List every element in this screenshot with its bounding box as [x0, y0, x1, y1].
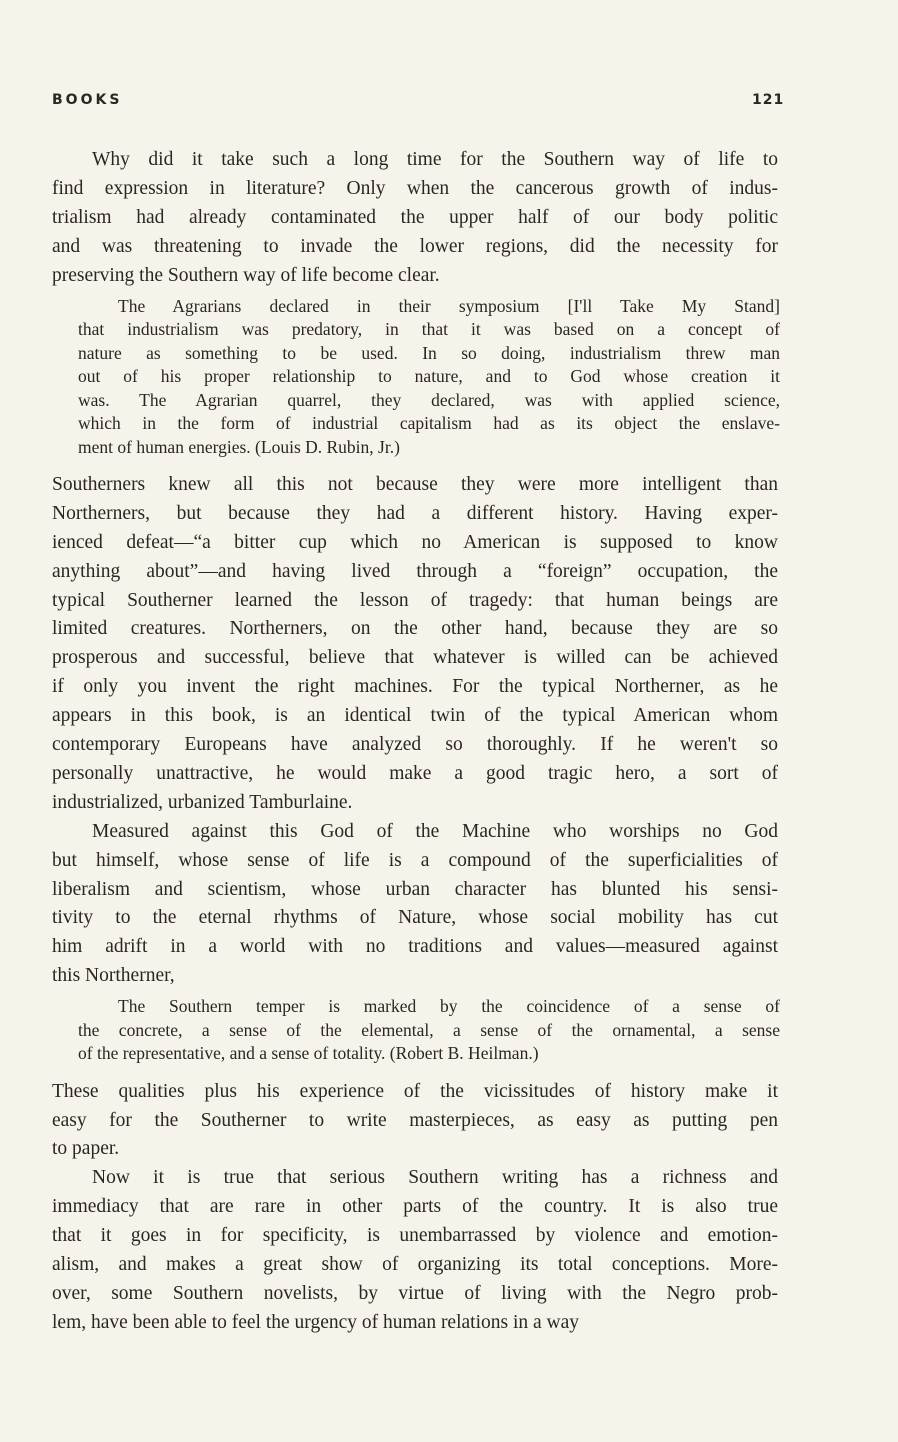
text-line: over, some Southern novelists, by virtue of living with the Negro prob- — [52, 1282, 778, 1304]
text-line: alism, and makes a great show of organizing its total conceptions. More- — [52, 1254, 778, 1276]
text-line: anything about”—and having lived through a “foreign” occupation, the — [52, 560, 778, 582]
text-line: the concrete, a sense of the elemental, a sense of the ornamental, a sense — [78, 1019, 780, 1040]
running-head: BOOKS — [52, 92, 123, 108]
page-number: 121 — [752, 92, 785, 108]
text-line: Now it is true that serious Southern writing has a richness and — [92, 1167, 778, 1189]
paragraph — [52, 818, 778, 991]
text-line: ment of human energies. (Louis D. Rubin, Jr.) — [78, 436, 400, 457]
text-line: The Southern temper is marked by the coincidence of a sense of — [118, 996, 780, 1017]
text-line: of the representative, and a sense of totality. (Robert B. Heilman.) — [78, 1043, 539, 1064]
text-line: typical Southerner learned the lesson of tragedy: that human beings are — [52, 589, 778, 611]
text-line: limited creatures. Northerners, on the other hand, because they are so — [52, 618, 778, 640]
text-line: contemporary Europeans have analyzed so thoroughly. If he weren't so — [52, 734, 778, 756]
text-line: These qualities plus his experience of the vicissitudes of history make it — [52, 1080, 778, 1102]
text-line: Southerners knew all this not because they were more intelligent than — [52, 474, 778, 495]
text-line: was. The Agrarian quarrel, they declared, was with applied science, — [78, 389, 780, 410]
text-line: Why did it take such a long time for the Southern way of life to — [92, 149, 778, 170]
text-line: The Agrarians declared in their symposium [I'll Take My Stand] — [118, 295, 780, 316]
text-line: trialism had already contaminated the upper half of our body politic — [52, 206, 778, 228]
text-line: prosperous and successful, believe that whatever is willed can be achieved — [52, 647, 778, 669]
text-line: that industrialism was predatory, in that it was based on a concept of — [78, 319, 780, 339]
paragraph — [52, 1078, 778, 1165]
text-line: preserving the Southern way of life become clear. — [52, 264, 440, 286]
text-line: if only you invent the right machines. For the typical Northerner, as he — [52, 676, 778, 698]
text-line: out of his proper relationship to nature, and to God whose creation it — [78, 366, 780, 386]
paragraph — [52, 471, 778, 818]
text-line: lem, have been able to feel the urgency of human relations in a way — [52, 1311, 580, 1333]
block-quote — [78, 295, 780, 460]
text-line: to paper. — [52, 1138, 120, 1160]
text-line: ienced defeat—“a bitter cup which no American is supposed to know — [52, 531, 778, 553]
text-line: tivity to the eternal rhythms of Nature, whose social mobility has cut — [52, 907, 778, 929]
text-line: industrialized, urbanized Tamburlaine. — [52, 791, 353, 813]
text-line: that it goes in for specificity, is unembarrassed by violence and emotion- — [52, 1225, 778, 1247]
text-line: this Northerner, — [52, 965, 175, 987]
text-line: personally unattractive, he would make a good tragic hero, a sort of — [52, 762, 778, 784]
text-line: which in the form of industrial capitalism had as its object the enslave- — [78, 413, 780, 433]
text-line: liberalism and scientism, whose urban character has blunted his sensi- — [52, 878, 778, 900]
text-line: but himself, whose sense of life is a compound of the superficialities of — [52, 849, 778, 871]
block-quote — [78, 995, 780, 1066]
text-line: Northerners, but because they had a different history. Having exper- — [52, 502, 778, 524]
text-line: appears in this book, is an identical twin of the typical American whom — [52, 705, 778, 727]
text-line: easy for the Southerner to write masterpieces, as easy as putting pen — [52, 1109, 778, 1131]
text-line: find expression in literature? Only when the cancerous growth of indus- — [52, 177, 778, 199]
text-line: him adrift in a world with no traditions and values—measured against — [52, 936, 778, 958]
paragraph — [52, 146, 778, 290]
text-line: and was threatening to invade the lower regions, did the necessity for — [52, 235, 778, 257]
text-line: Measured against this God of the Machine who worships no God — [92, 820, 778, 842]
text-line: nature as something to be used. In so doing, industrialism threw man — [78, 342, 780, 363]
paragraph — [52, 1164, 778, 1337]
text-line: immediacy that are rare in other parts of the country. It is also true — [52, 1196, 778, 1218]
